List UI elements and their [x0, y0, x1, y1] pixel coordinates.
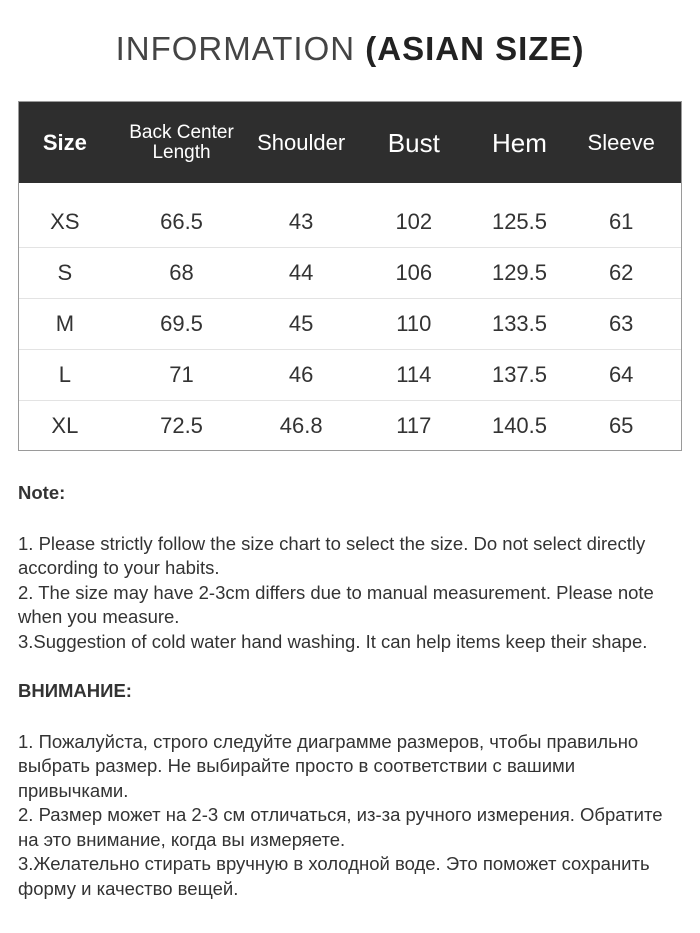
- table-row: [19, 350, 681, 401]
- table-row: [19, 401, 681, 451]
- title-main: INFORMATION: [115, 30, 366, 67]
- cell-shoulder: 46: [288, 362, 314, 387]
- table-row: [19, 248, 681, 299]
- cell-bust: 110: [396, 311, 432, 336]
- cell-sleeve: 61: [608, 209, 634, 234]
- note-heading: Note:: [18, 482, 66, 503]
- cell-back-length: 66.5: [160, 209, 203, 234]
- title-size-system: (ASIAN SIZE): [365, 30, 585, 67]
- cell-bust: 114: [396, 362, 432, 387]
- cell-size: M: [55, 311, 75, 336]
- table-row: [19, 197, 681, 248]
- cell-back-length: 72.5: [160, 413, 203, 438]
- cell-back-length: 71: [169, 362, 194, 387]
- cell-back-length: 69.5: [160, 311, 203, 336]
- cell-bust: 117: [396, 413, 432, 438]
- cell-hem: 129.5: [491, 260, 548, 285]
- note-line: 2. Размер может на 2-3 см отличаться, из-за ручного измерения. Обратите на это внимание, когда вы измеряете.: [18, 804, 663, 850]
- cell-hem: 125.5: [491, 209, 548, 234]
- cell-hem: 137.5: [491, 362, 548, 387]
- cell-back-length: 68: [169, 260, 194, 285]
- note-line: 3.Желательно стирать вручную в холодной воде. Это поможет сохранить форму и качество вещей.: [18, 853, 650, 899]
- header-back-center-length: Back Center Length: [129, 121, 234, 163]
- cell-hem: 140.5: [491, 413, 548, 438]
- cell-size: XS: [50, 209, 80, 234]
- cell-size: XL: [51, 413, 79, 438]
- table-row: [19, 299, 681, 350]
- header-hem: Hem: [492, 127, 547, 158]
- cell-shoulder: 43: [288, 209, 314, 234]
- cell-shoulder: 45: [288, 311, 314, 336]
- page-title: [0, 30, 700, 68]
- note-heading: ВНИМАНИЕ:: [18, 680, 132, 701]
- cell-sleeve: 63: [608, 311, 634, 336]
- note-line: 1. Пожалуйста, строго следуйте диаграмме размеров, чтобы правильно выбрать размер. Не выбирайте просто в соответствии с вашими привычками.: [18, 730, 639, 801]
- table-body: [19, 183, 681, 451]
- size-chart-table: [18, 101, 682, 451]
- cell-size: L: [58, 362, 71, 387]
- cell-shoulder: 44: [288, 260, 314, 285]
- note-line: 3.Suggestion of cold water hand washing. It can help items keep their shape.: [18, 630, 648, 652]
- table-header: [19, 102, 681, 183]
- note-russian: [18, 679, 688, 901]
- note-line: 1. Please strictly follow the size chart to select the size. Do not select directly according to your habits.: [18, 532, 646, 578]
- note-english: [18, 481, 688, 654]
- cell-hem: 133.5: [491, 311, 548, 336]
- cell-size: S: [57, 260, 73, 285]
- header-shoulder: Shoulder: [257, 129, 346, 155]
- cell-bust: 102: [395, 209, 433, 234]
- header-sleeve: Sleeve: [587, 129, 655, 155]
- header-bust: Bust: [387, 127, 440, 158]
- notes-section: [18, 481, 688, 926]
- cell-shoulder: 46.8: [279, 413, 323, 438]
- cell-sleeve: 65: [608, 413, 634, 438]
- cell-sleeve: 64: [608, 362, 634, 387]
- note-line: 2. The size may have 2-3cm differs due to manual measurement. Please note when you measure.: [18, 581, 654, 627]
- cell-bust: 106: [395, 260, 433, 285]
- header-size: Size: [42, 129, 87, 155]
- cell-sleeve: 62: [608, 260, 634, 285]
